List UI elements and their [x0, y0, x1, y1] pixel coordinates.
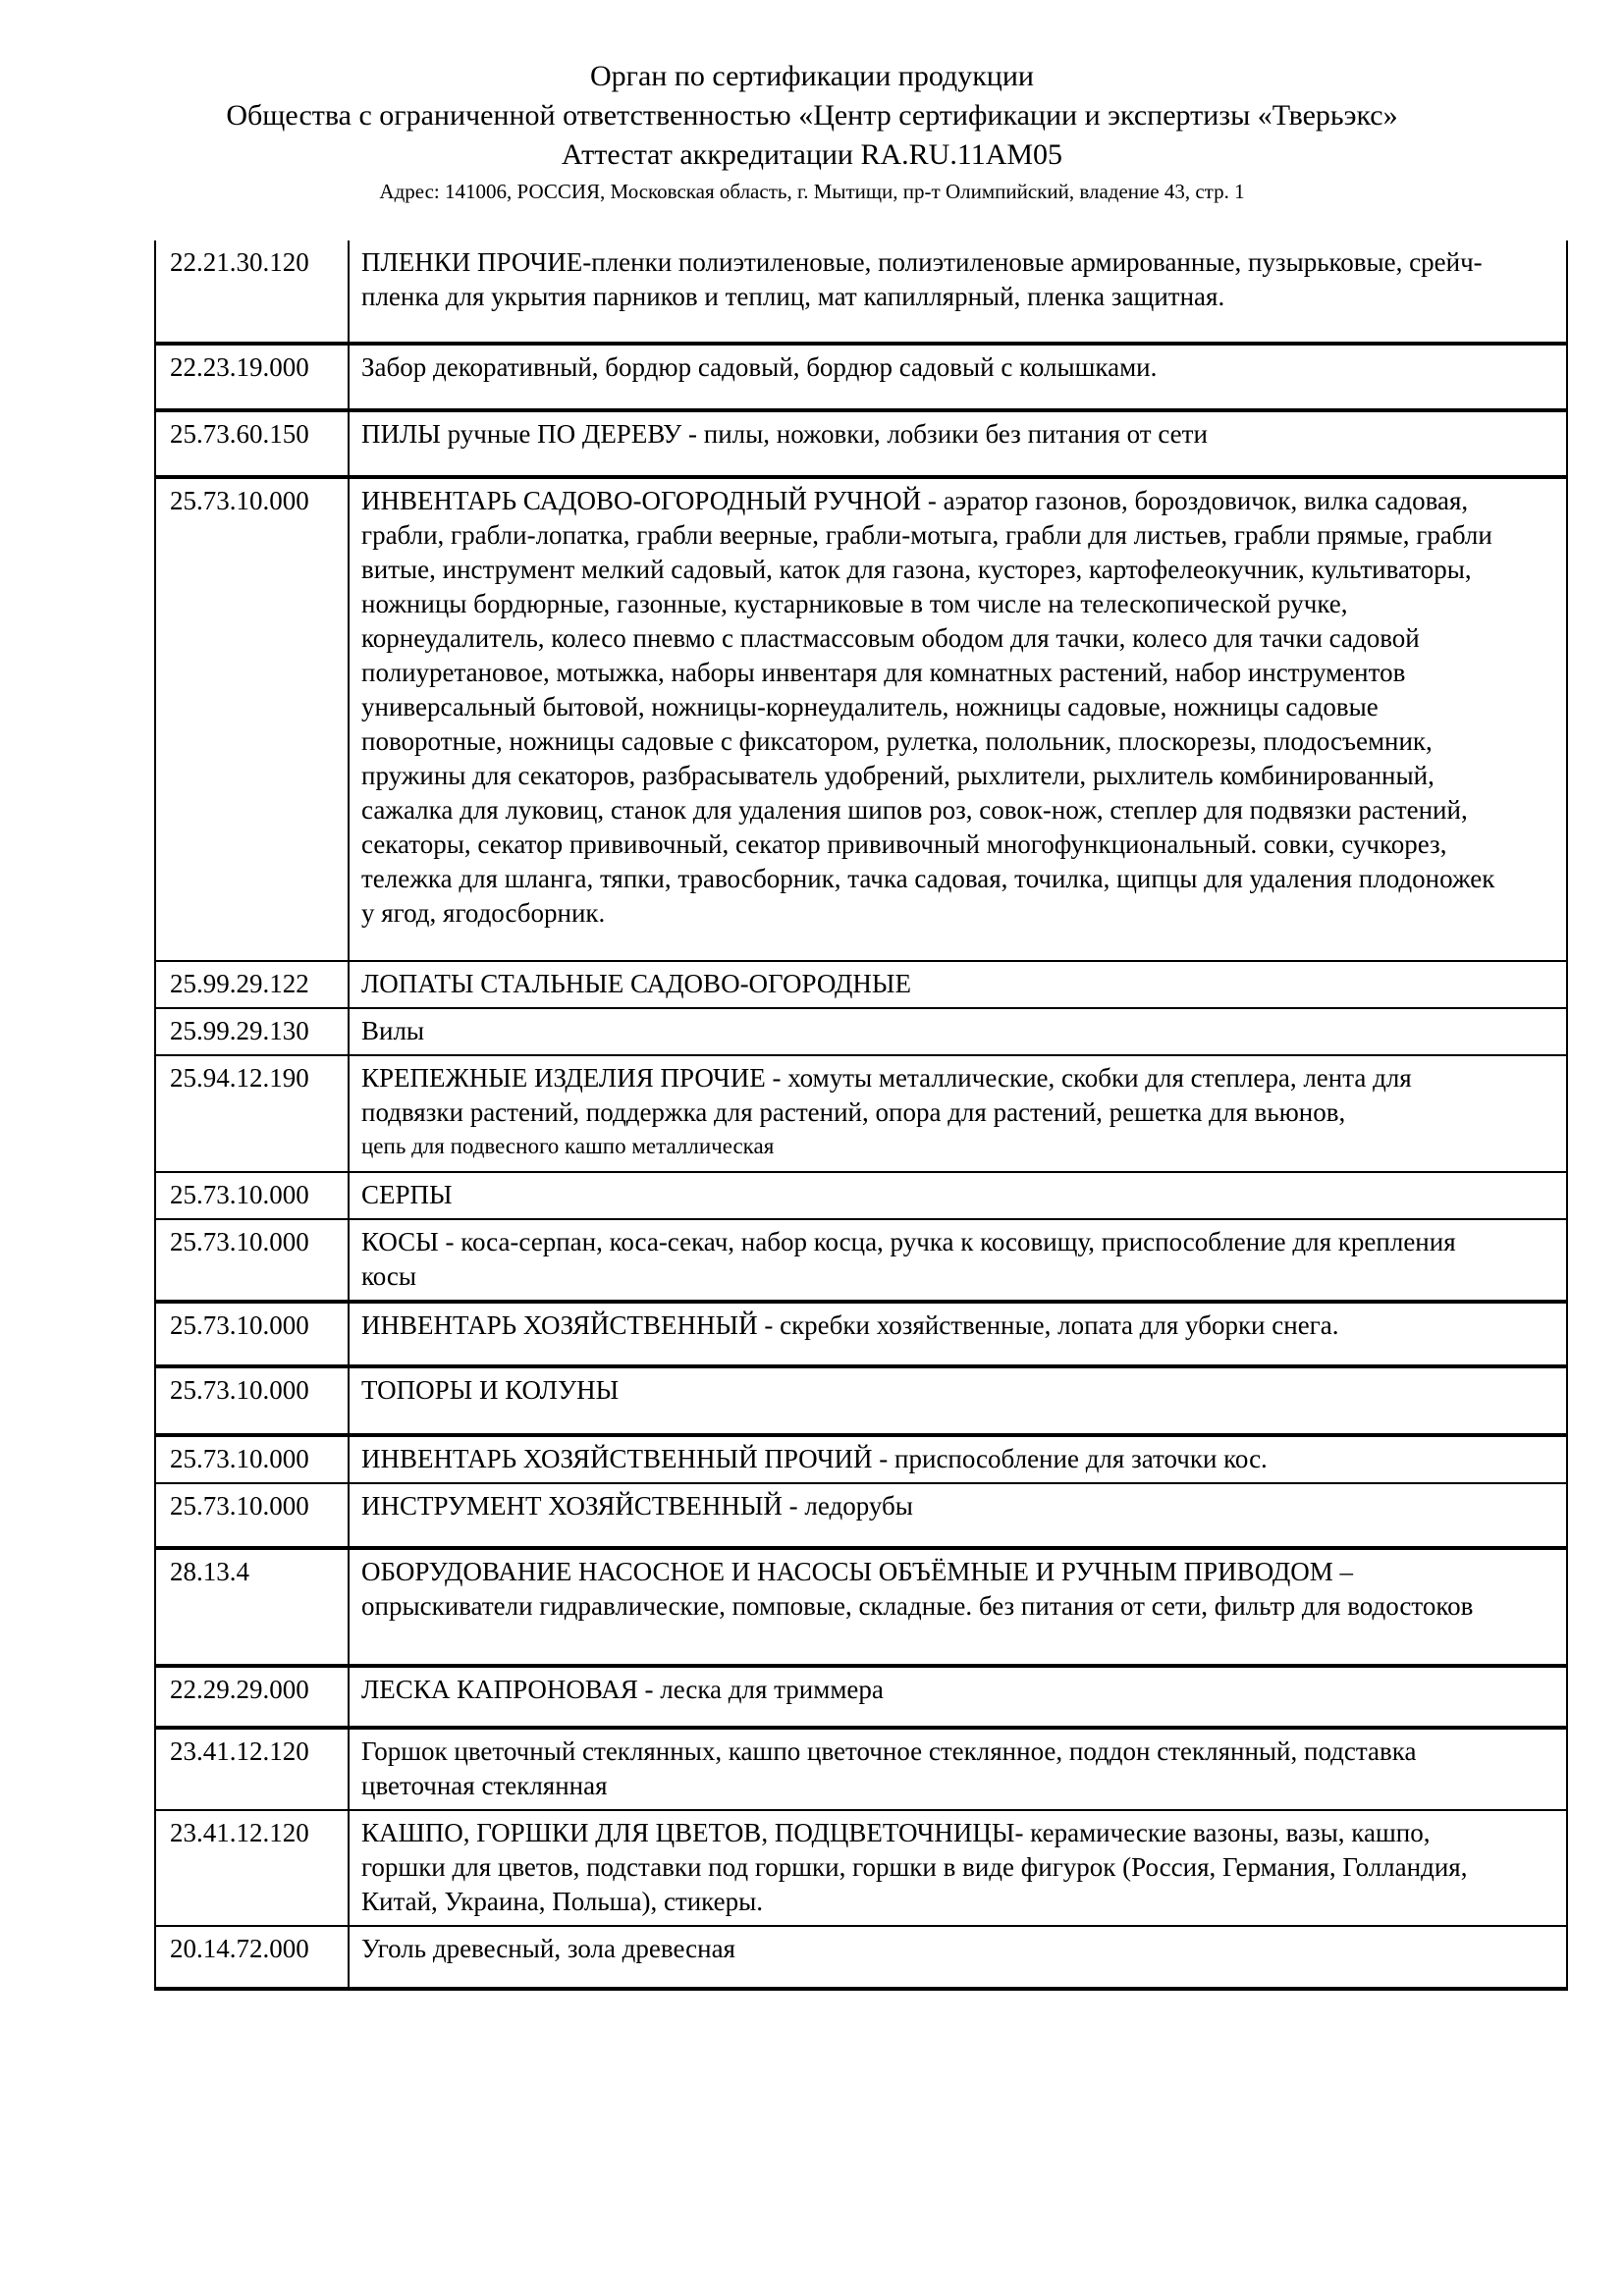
product-description: [350, 240, 1566, 342]
product-code: 25.73.10.000: [156, 1173, 350, 1218]
product-code: 25.99.29.130: [156, 1009, 350, 1054]
header-address: Адрес: 141006, РОССИЯ, Московская область, г. Мытищи, пр-т Олимпийский, владение 43, стр. 1: [379, 180, 1245, 203]
table-row: [156, 1668, 1566, 1730]
product-description: [350, 1056, 1566, 1171]
table-row: [156, 1484, 1566, 1550]
table-row: [156, 240, 1566, 346]
product-description-small-text: цепь для подвесного кашпо металлическая: [361, 1134, 775, 1158]
table-row: [156, 1304, 1566, 1368]
product-description-text: КРЕПЕЖНЫЕ ИЗДЕЛИЯ ПРОЧИЕ - хомуты металлические, скобки для степлера, лента для подвязки растений, поддержка для растений, опора для растений, решетка для вьюнов,: [361, 1063, 1412, 1127]
product-description: [350, 962, 1566, 1007]
table-row: [156, 346, 1566, 412]
product-code: 25.99.29.122: [156, 962, 350, 1007]
product-code: 23.41.12.120: [156, 1730, 350, 1809]
table-row: [156, 1550, 1566, 1668]
table-row: [156, 1368, 1566, 1437]
product-description-text: Вилы: [361, 1016, 425, 1045]
product-description: [350, 1220, 1566, 1300]
product-codes-table: [154, 240, 1568, 1991]
table-row: [156, 1009, 1566, 1056]
product-description: [350, 1927, 1566, 1987]
table-row: [156, 479, 1566, 962]
header-accreditation: Аттестат аккредитации RA.RU.11AM05: [561, 138, 1063, 171]
product-code: 25.94.12.190: [156, 1056, 350, 1171]
product-code: 25.73.10.000: [156, 1437, 350, 1482]
product-code: 28.13.4: [156, 1550, 350, 1664]
product-description: [350, 1730, 1566, 1809]
product-description: [350, 479, 1566, 960]
product-description-text: КОСЫ - коса-серпан, коса-секач, набор косца, ручка к косовищу, приспособление для крепления косы: [361, 1227, 1456, 1291]
product-description-text: ОБОРУДОВАНИЕ НАСОСНОЕ И НАСОСЫ ОБЪЁМНЫЕ И РУЧНЫМ ПРИВОДОМ – опрыскиватели гидравлические, помповые, складные. без питания от сети, фильтр для водостоков: [361, 1557, 1474, 1621]
product-description-text: ПЛЕНКИ ПРОЧИЕ-пленки полиэтиленовые, полиэтиленовые армированные, пузырьковые, срейч-пленка для укрытия парников и теплиц, мат капиллярный, пленка защитная.: [361, 247, 1483, 311]
product-description-text: Уголь древесный, зола древесная: [361, 1934, 735, 1963]
product-description: [350, 1668, 1566, 1726]
table-row: [156, 412, 1566, 479]
product-description-text: ИНСТРУМЕНТ ХОЗЯЙСТВЕННЫЙ - ледорубы: [361, 1491, 913, 1521]
product-description: [350, 412, 1566, 475]
header-company-name: Общества с ограниченной ответственностью «Центр сертификации и экспертизы «Тверьэкс»: [226, 99, 1398, 132]
product-description-text: ИНВЕНТАРЬ САДОВО-ОГОРОДНЫЙ РУЧНОЙ - аэратор газонов, бороздовичок, вилка садовая, грабли, грабли-лопатка, грабли веерные, грабли-мотыга, грабли для листьев, грабли прямые, грабли витые, инструмент мелкий садовый, каток для газона, кусторез, картофелеокучник, культиваторы, ножницы бордюрные, газонные, кустарниковые в том числе на телескопической ручке, корнеудалитель, колесо пневмо с пластмассовым ободом для тачки, колесо для тачки садовой полиуретановое, мотыжка, наборы инвентаря для комнатных растений, набор инструментов универсальный бытовой, ножницы-корнеудалитель, ножницы садовые, ножницы садовые поворотные, ножницы садовые с фиксатором, рулетка, полольник, плоскорезы, плодосъемник, пружины для секаторов, разбрасыватель удобрений, рыхлители, рыхлитель комбинированный, сажалка для луковиц, станок для удаления шипов роз, совок-нож, степлер для подвязки растений, секаторы, секатор прививочный, секатор прививочный многофункциональный. совки, сучкорез, тележка для шланга, тяпки, травосборник, тачка садовая, точилка, щипцы для удаления плодоножек у ягод, ягодосборник.: [361, 486, 1495, 928]
product-description: [350, 1368, 1566, 1433]
product-description-text: Горшок цветочный стеклянных, кашпо цветочное стеклянное, поддон стеклянный, подставка цветочная стеклянная: [361, 1736, 1417, 1800]
table-row: [156, 1730, 1566, 1811]
product-code: 25.73.60.150: [156, 412, 350, 475]
product-description: [350, 1009, 1566, 1054]
product-description-text: ПИЛЫ ручные ПО ДЕРЕВУ - пилы, ножовки, лобзики без питания от сети: [361, 419, 1208, 449]
product-code: 20.14.72.000: [156, 1927, 350, 1987]
product-code: 22.23.19.000: [156, 346, 350, 408]
table-row: [156, 1437, 1566, 1484]
product-description: [350, 1550, 1566, 1664]
product-description-text: ИНВЕНТАРЬ ХОЗЯЙСТВЕННЫЙ ПРОЧИЙ - приспособление для заточки кос.: [361, 1444, 1268, 1473]
product-description-text: ЛОПАТЫ СТАЛЬНЫЕ САДОВО-ОГОРОДНЫЕ: [361, 969, 911, 998]
product-description-text: СЕРПЫ: [361, 1180, 453, 1209]
product-code: 22.29.29.000: [156, 1668, 350, 1726]
product-code: 22.21.30.120: [156, 240, 350, 342]
table-row: [156, 962, 1566, 1009]
product-description-text: ТОПОРЫ И КОЛУНЫ: [361, 1375, 620, 1405]
table-row: [156, 1927, 1566, 1991]
product-description: [350, 346, 1566, 408]
product-code: 25.73.10.000: [156, 1304, 350, 1364]
product-code: 25.73.10.000: [156, 479, 350, 960]
product-code: 25.73.10.000: [156, 1484, 350, 1546]
product-code: 25.73.10.000: [156, 1368, 350, 1433]
product-description-text: Забор декоративный, бордюр садовый, бордюр садовый с колышками.: [361, 352, 1158, 382]
table-row: [156, 1811, 1566, 1927]
document-header: [0, 57, 1624, 206]
product-description: [350, 1484, 1566, 1546]
product-description-text: КАШПО, ГОРШКИ ДЛЯ ЦВЕТОВ, ПОДЦВЕТОЧНИЦЫ- керамические вазоны, вазы, кашпо, горшки для цветов, подставки под горшки, горшки в виде фигурок (Россия, Германия, Голландия, Китай, Украина, Польша), стикеры.: [361, 1818, 1468, 1916]
table-row: [156, 1173, 1566, 1220]
product-description: [350, 1811, 1566, 1925]
product-description: [350, 1173, 1566, 1218]
table-row: [156, 1056, 1566, 1173]
product-code: 23.41.12.120: [156, 1811, 350, 1925]
product-description-text: ИНВЕНТАРЬ ХОЗЯЙСТВЕННЫЙ - скребки хозяйственные, лопата для уборки снега.: [361, 1310, 1339, 1340]
table-row: [156, 1220, 1566, 1304]
product-description: [350, 1437, 1566, 1482]
header-org-title: Орган по сертификации продукции: [590, 60, 1034, 92]
product-description-text: ЛЕСКА КАПРОНОВАЯ - леска для триммера: [361, 1675, 884, 1704]
product-code: 25.73.10.000: [156, 1220, 350, 1300]
product-description: [350, 1304, 1566, 1364]
